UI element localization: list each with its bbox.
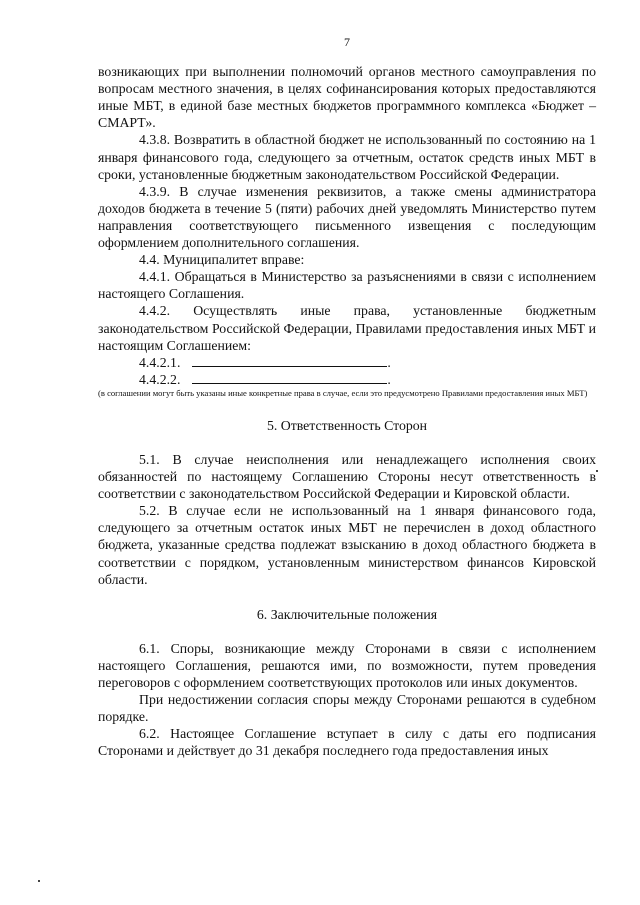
section-heading-6: 6. Заключительные положения (256, 606, 438, 622)
blank-item-4-4-2-2 (98, 371, 596, 388)
section-heading-5: 5. Ответственность Сторон (266, 417, 428, 433)
paragraph-4-4-2: 4.4.2. Осуществлять иные права, установленные бюджетным законодательством Российской Федерации, Правилами предоставления иных МБТ и настоящим Соглашением: (98, 303, 596, 353)
paragraph-continuation: возникающих при выполнении полномочий органов местного самоуправления по вопросам местного значения, в целях софинансирования которых предоставляются иные МБТ, в единой базе местных бюджетов программного комплекса «Бюджет – СМАРТ». (98, 64, 596, 131)
paragraph-6-1-court: При недостижении согласия споры между Сторонами решаются в судебном порядке. (98, 692, 596, 725)
blank-item-label: 4.4.2.2. (139, 371, 181, 387)
paragraph-4-3-8: 4.3.8. Возвратить в областной бюджет не использованный по состоянию на 1 января финансового года, следующего за отчетным, остаток средств иных МБТ в сроки, установленные бюджетным законодательством Российской Федерации. (98, 132, 596, 182)
paragraph-6-1: 6.1. Споры, возникающие между Сторонами в связи с исполнением настоящего Соглашения, решаются ими, по возможности, путем проведения переговоров с оформлением соответствующих протоколов или иных документов. (98, 640, 596, 690)
blank-line (192, 371, 387, 384)
blank-item-end: . (387, 354, 391, 370)
blank-item-label: 4.4.2.1. (139, 354, 181, 370)
blank-item-4-4-2-1 (98, 354, 596, 371)
blank-item-end: . (387, 371, 391, 387)
blank-line (192, 354, 387, 367)
paragraph-6-2: 6.2. Настоящее Соглашение вступает в силу с даты его подписания Сторонами и действует до 31 декабря последнего года предоставления иных (98, 726, 596, 759)
scan-speck (596, 470, 598, 472)
document-page (98, 34, 596, 759)
paragraph-5-2: 5.2. В случае если не использованный на 1 января финансового года, следующего за отчетным остаток иных МБТ не перечислен в доход областного бюджета, указанные средства подлежат взысканию в доход областного бюджета в соответствии с порядком, установленным министерством финансов Кировской области. (98, 503, 596, 587)
paragraph-4-3-9: 4.3.9. В случае изменения реквизитов, а также смены администратора доходов бюджета в течение 5 (пяти) рабочих дней уведомлять Министерство путем направления соответствующего письменного извещения с последующим оформлением дополнительного соглашения. (98, 183, 596, 251)
scan-speck (38, 880, 40, 882)
page-number: 7 (344, 35, 350, 49)
paragraph-5-1: 5.1. В случае неисполнения или ненадлежащего исполнения своих обязанностей по настоящему Соглашению Стороны несут ответственность в соответствии с законодательством Российской Федерации и Кировской области. (98, 451, 596, 502)
footnote: (в соглашении могут быть указаны иные конкретные права в случае, если это предусмотрено Правилами предоставления иных МБТ) (98, 387, 588, 398)
paragraph-4-4-1: 4.4.1. Обращаться в Министерство за разъяснениями в связи с исполнением настоящего Соглашения. (98, 269, 596, 302)
paragraph-4-4: 4.4. Муниципалитет вправе: (139, 252, 305, 268)
